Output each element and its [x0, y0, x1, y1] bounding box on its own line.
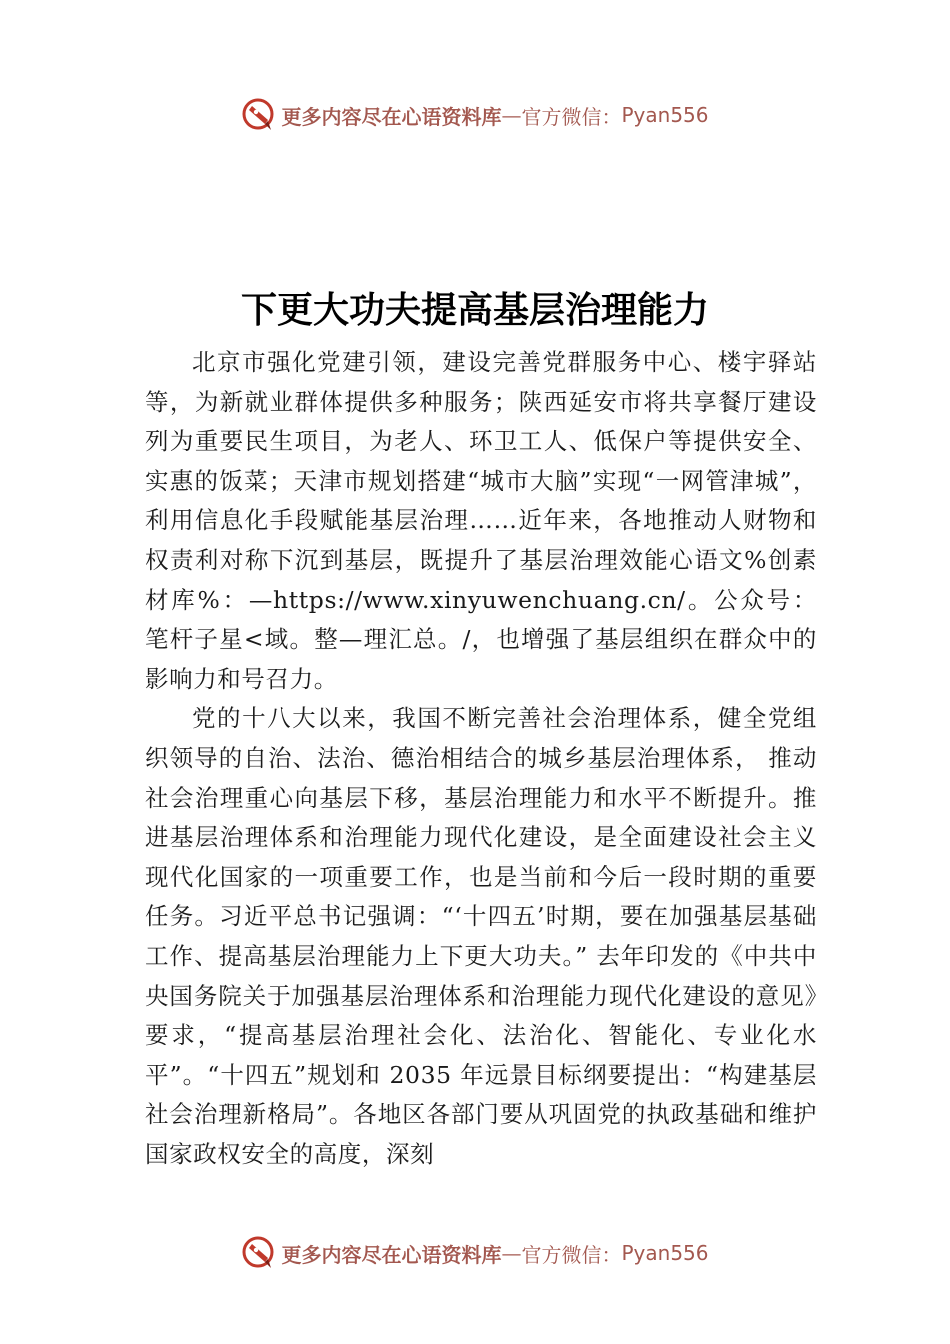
header-wechat-id: Pyan556 — [621, 103, 709, 127]
footer-wechat-id: Pyan556 — [621, 1241, 709, 1265]
footer-dash: — — [501, 1241, 522, 1265]
paragraph-1: 北京市强化党建引领，建设完善党群服务中心、楼宇驿站等，为新就业群体提供多种服务；陕西延安市将共享餐厅建设列为重要民生项目，为老人、环卫工人、低保户等提供安全、实惠的饭菜；天津市规划搭建“城市大脑”实现“一网管津城”，利用信息化手段赋能基层治理……近年来，各地推动人财物和权责利对称下沉到基层，既提升了基层治理效能心语文%创素材库%：—https://www.xinyuwenchuang.cn/。公众号：笔杆子星<域。整—理汇总。/，也增强了基层组织在群众中的影响力和号召力。 — [145, 348, 817, 693]
header-brand-text: 更多内容尽在心语资料库 — [281, 104, 502, 129]
paragraph-2: 党的十八大以来，我国不断完善社会治理体系，健全党组织领导的自治、法治、德治相结合的城乡基层治理体系， 推动社会治理重心向基层下移，基层治理能力和水平不断提升。推进基层治理体系和治理能力现代化建设，是全面建设社会主义现代化国家的一项重要工作，也是当前和今后一段时期的重要任务。习近平总书记强调：“‘十四五’时期，要在加强基层基础工作、提高基层治理能力上下更大功夫。” 去年印发的《中共中央国务院关于加强基层治理体系和治理能力现代化建设的意见》要求，“提高基层治理社会化、法治化、智能化、专业化水平”。“十四五”规划和 2035 年远景目标纲要提出：“构建基层社会治理新格局”。各地区各部门要从巩固党的执政基础和维护国家政权安全的高度，深刻 — [145, 704, 817, 1168]
footer-brand-text: 更多内容尽在心语资料库 — [281, 1242, 502, 1267]
header-banner — [0, 95, 950, 135]
pen-nib-logo-icon — [241, 1235, 277, 1271]
pen-nib-logo-icon — [241, 97, 277, 133]
document-title: 下更大功夫提高基层治理能力 — [240, 290, 709, 332]
document-body — [145, 343, 817, 1174]
footer-banner — [0, 1233, 950, 1273]
footer-wechat-label: 官方微信： — [521, 1242, 622, 1267]
header-wechat-label: 官方微信： — [521, 104, 622, 129]
header-dash: — — [501, 103, 522, 127]
